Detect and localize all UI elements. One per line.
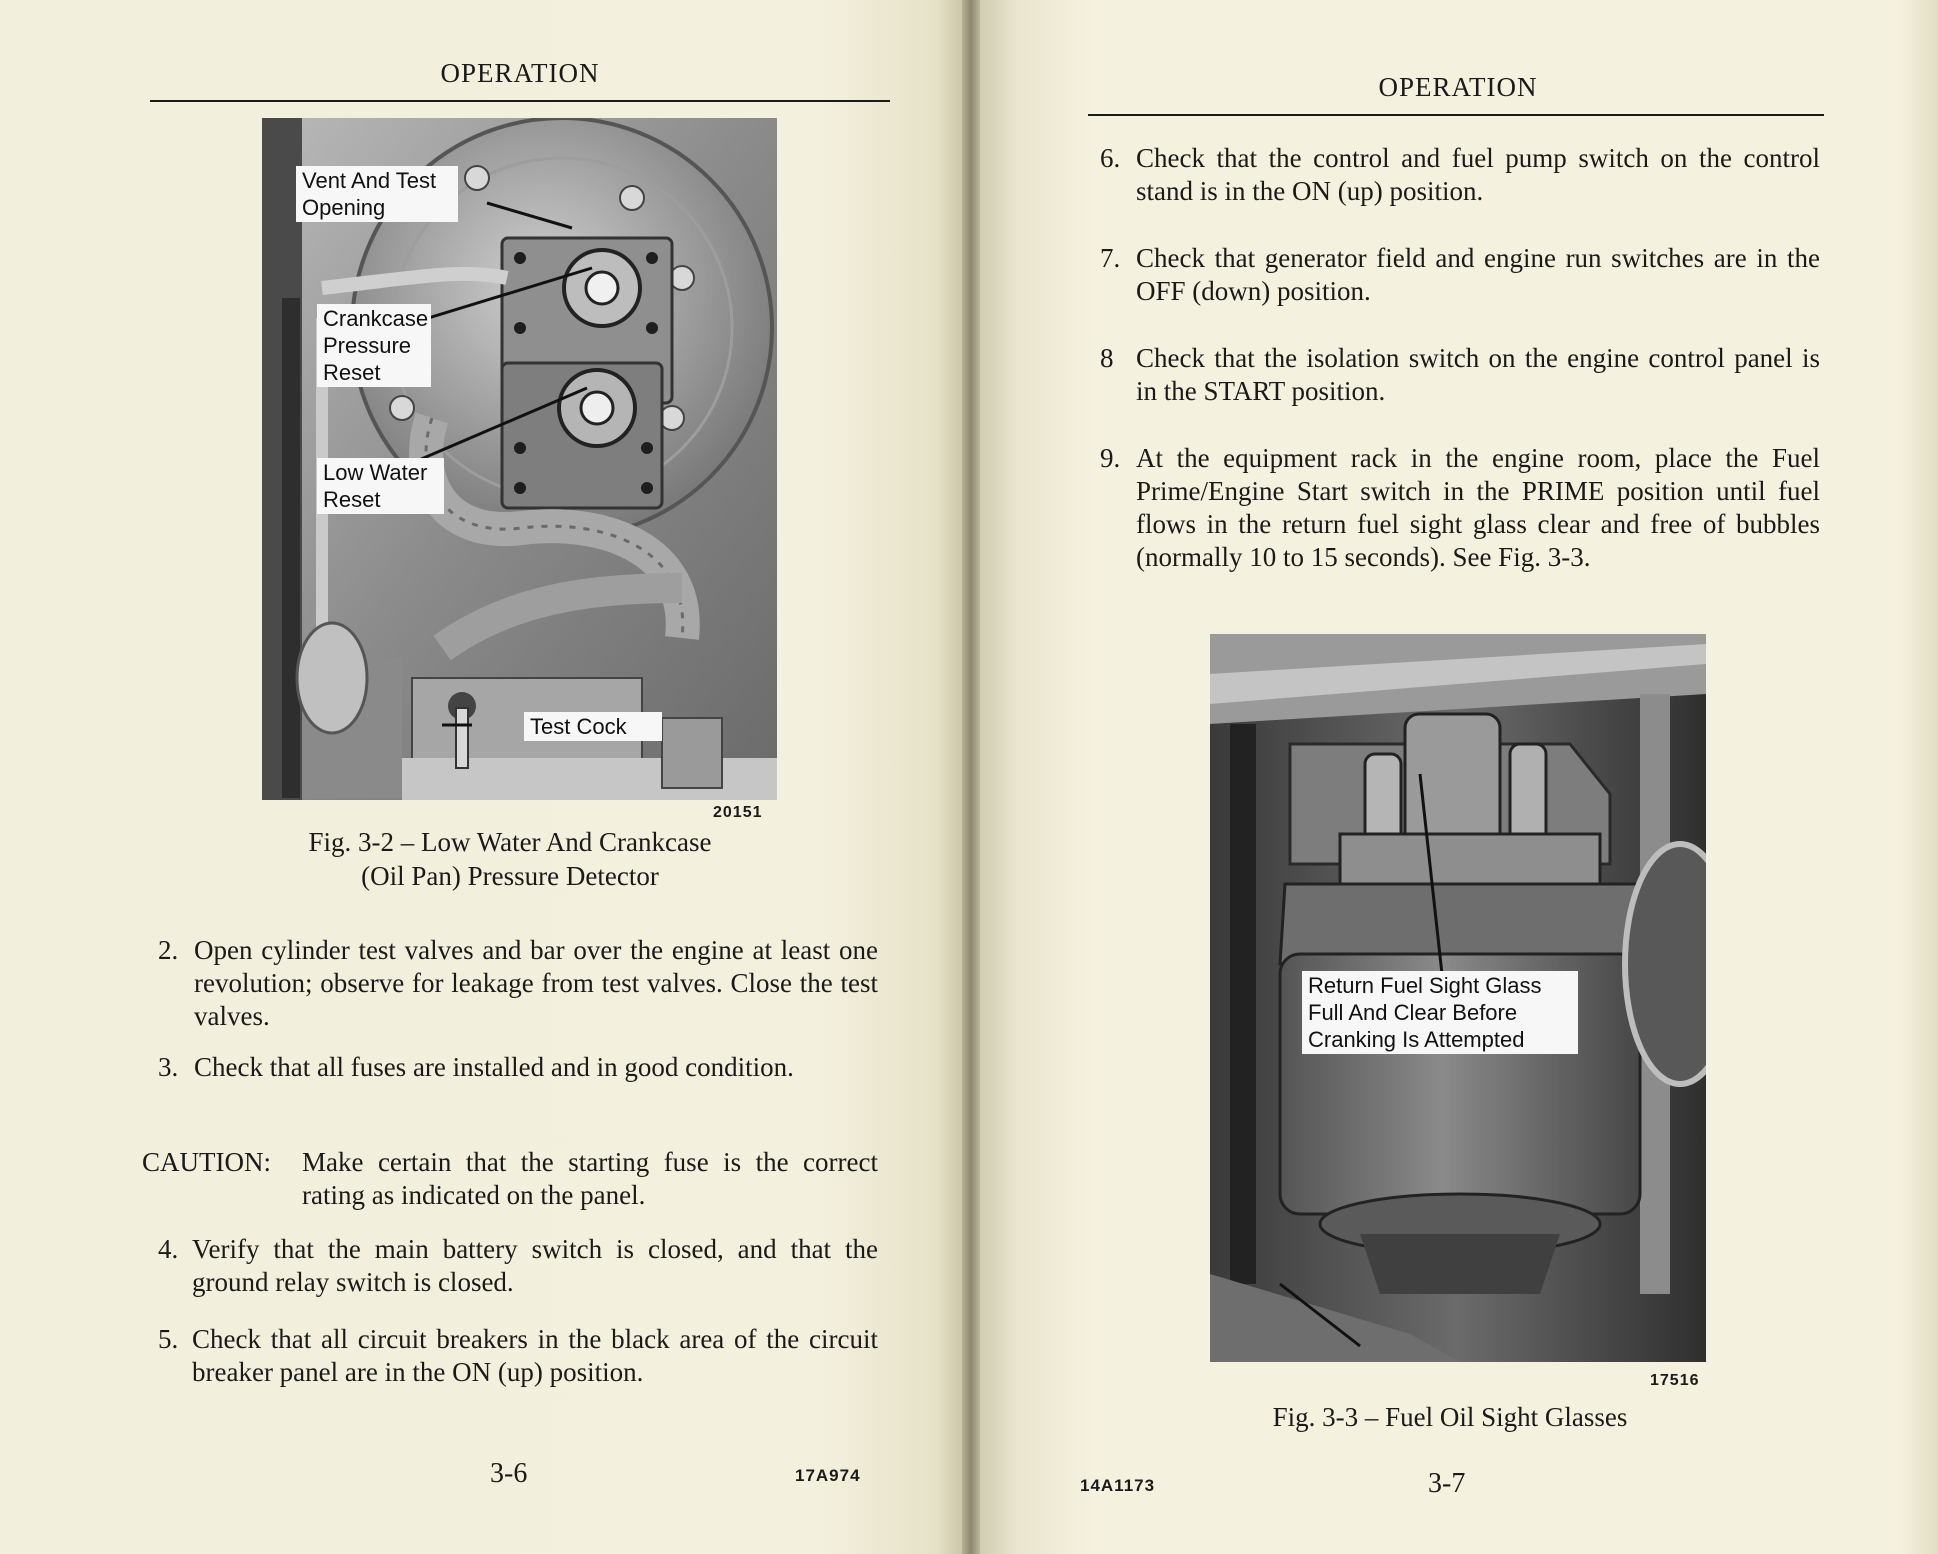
step-5-number: 5. [158,1324,179,1354]
fig-3-3-photo [1210,634,1706,1362]
right-header-rule [1088,114,1824,116]
fig-3-3-photo-number: 17516 [1650,1372,1700,1389]
callout-vent-opening: Vent And Test Opening [296,166,458,222]
caution-note [142,1146,878,1212]
step-7-number: 7. [1100,243,1121,273]
step-2-text: Open cylinder test valves and bar over the engine at least one revolution; observe for leakage from test valves. Close the test valves. [194,935,878,1031]
step-9 [1100,442,1820,574]
book-spine [962,0,980,1554]
left-page-number: 3-6 [490,1458,528,1489]
step-4-text: Verify that the main battery switch is closed, and that the ground relay switch is closed. [192,1234,878,1297]
left-header-rule [150,100,890,102]
right-page-header: OPERATION [1378,72,1538,102]
callout-return-fuel-sight-glass: Return Fuel Sight Glass Full And Clear Before Cranking Is Attempted [1302,971,1578,1054]
step-9-number: 9. [1100,443,1121,473]
caution-label: CAUTION: [142,1147,271,1177]
step-2-number: 2. [158,935,179,965]
step-9-text: At the equipment rack in the engine room, place the Fuel Prime/Engine Start switch in the PRIME position until fuel flows in the return fuel sight glass clear and free of bubbles (normally 10 to 15 seconds). See Fig. 3-3. [1136,443,1820,572]
step-4 [158,1233,878,1299]
step-3 [158,1051,878,1084]
left-doc-number: 17A974 [795,1466,861,1485]
step-8-text: Check that the isolation switch on the engine control panel is in the START position. [1136,343,1820,406]
step-7-text: Check that generator field and engine run switches are in the OFF (down) position. [1136,243,1820,306]
right-doc-number: 14A1173 [1080,1476,1156,1495]
callout-low-water-reset: Low Water Reset [317,458,444,514]
fig-3-2-photo [262,118,777,800]
callout-test-cock: Test Cock [524,712,662,741]
fig-3-2-caption: Fig. 3-2 – Low Water And Crankcase (Oil Pan) Pressure Detector [308,827,712,891]
step-3-text: Check that all fuses are installed and in good condition. [194,1052,794,1082]
step-6-text: Check that the control and fuel pump switch on the control stand is in the ON (up) position. [1136,143,1820,206]
right-page-number: 3-7 [1428,1468,1466,1499]
step-6 [1100,142,1820,208]
step-7 [1100,242,1820,308]
fig-3-3-caption: Fig. 3-3 – Fuel Oil Sight Glasses [1272,1402,1628,1432]
step-8-number: 8 [1100,343,1114,373]
step-3-number: 3. [158,1052,179,1082]
step-8 [1100,342,1820,408]
caution-text: Make certain that the starting fuse is the correct rating as indicated on the panel. [302,1147,878,1210]
step-2 [158,934,878,1033]
fig-3-2-photo-number: 20151 [713,804,763,821]
callout-crankcase-pressure-reset: Crankcase Pressure Reset [317,304,431,387]
step-6-number: 6. [1100,143,1121,173]
step-4-number: 4. [158,1234,179,1264]
left-page-header: OPERATION [440,58,600,88]
step-5-text: Check that all circuit breakers in the black area of the circuit breaker panel are in the ON (up) position. [192,1324,878,1387]
step-5 [158,1323,878,1389]
